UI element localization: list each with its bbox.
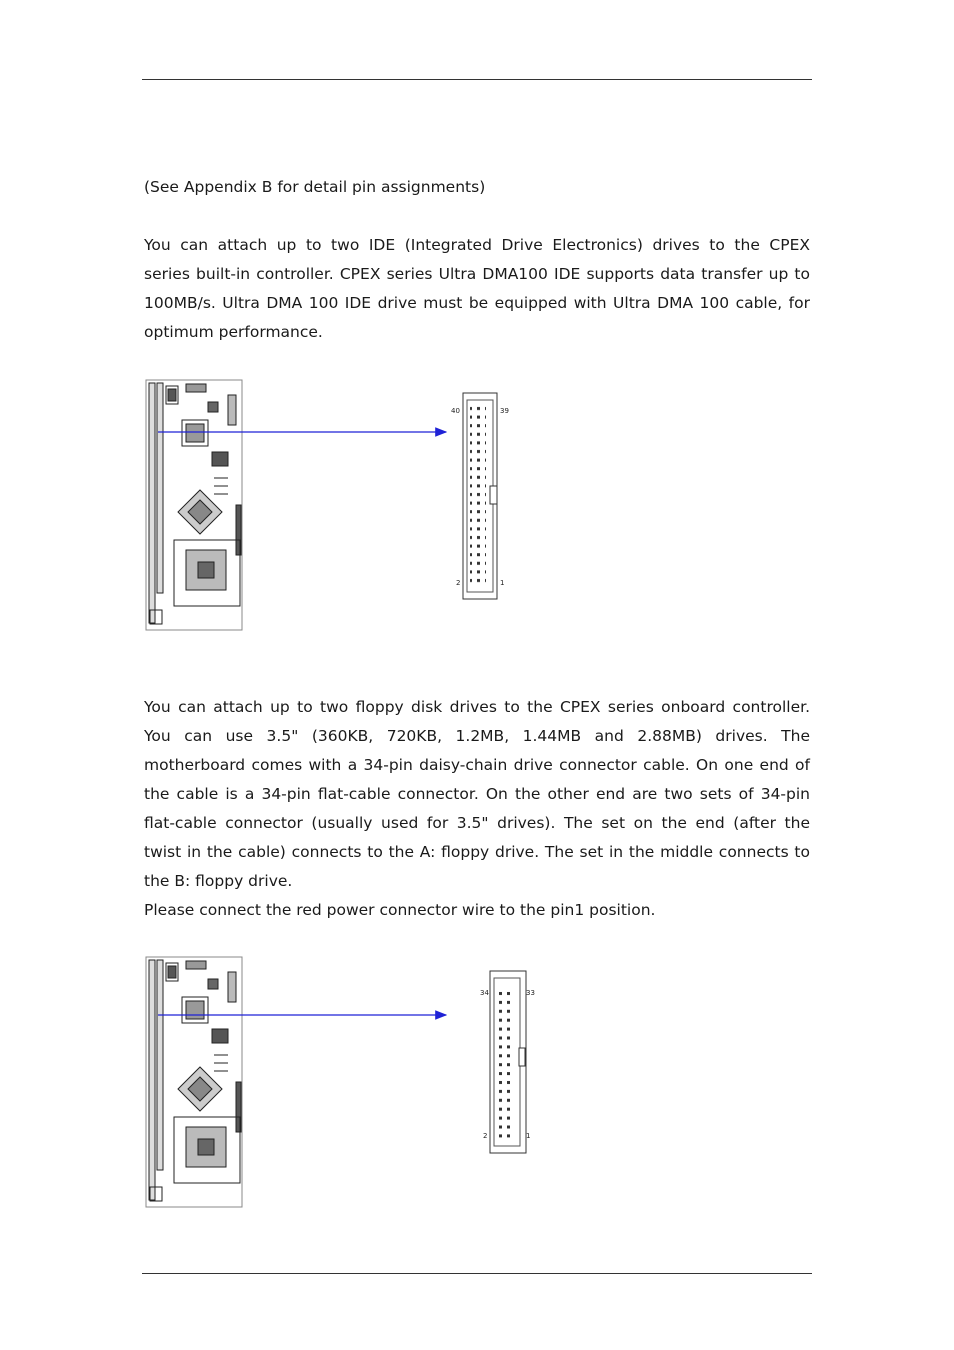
fdd-line-3: motherboard comes with a 34-pin daisy-chain drive connector cable. On one end of [144, 756, 810, 774]
ide-pin-39-label: 39 [500, 407, 509, 415]
ide-line-3: 100MB/s. Ultra DMA 100 IDE drive must be equipped with Ultra DMA 100 cable, for [144, 294, 810, 312]
ide-pin-40-label: 40 [451, 407, 460, 415]
fdd-line-6: twist in the cable) connects to the A: floppy drive. The set in the middle connects to [144, 843, 810, 861]
appendix-note: (See Appendix B for detail pin assignments) [144, 178, 486, 196]
ide-line-2: series built-in controller. CPEX series Ultra DMA100 IDE supports data transfer up to [144, 265, 810, 283]
fdd-line-4: the cable is a 34-pin flat-cable connector. On the other end are two sets of 34-pin [144, 785, 810, 803]
fdd-line-7: the B: floppy drive. [144, 872, 293, 890]
fdd-line-5: flat-cable connector (usually used for 3.5" drives). The set on the end (after the [144, 814, 810, 832]
ide-pin-1-label: 1 [500, 579, 505, 587]
fdd-pin-33-label: 33 [526, 989, 535, 997]
fdd-pin-34-label: 34 [480, 989, 489, 997]
fdd-line-1: You can attach up to two floppy disk drives to the CPEX series onboard controller. [144, 698, 810, 716]
fdd-line-2: You can use 3.5" (360KB, 720KB, 1.2MB, 1.44MB and 2.88MB) drives. The [144, 727, 810, 745]
ide-pin-2-label: 2 [456, 579, 461, 587]
ide-line-4: optimum performance. [144, 323, 323, 341]
fdd-note: Please connect the red power connector wire to the pin1 position. [144, 901, 656, 919]
fdd-board-image [146, 957, 242, 1207]
fdd-connector [490, 971, 526, 1153]
footer-rule [142, 1273, 812, 1274]
ide-line-1: You can attach up to two IDE (Integrated Drive Electronics) drives to the CPEX [144, 236, 810, 254]
fdd-pin-2-label: 2 [483, 1132, 488, 1140]
fdd-pin-1-label: 1 [526, 1132, 531, 1140]
